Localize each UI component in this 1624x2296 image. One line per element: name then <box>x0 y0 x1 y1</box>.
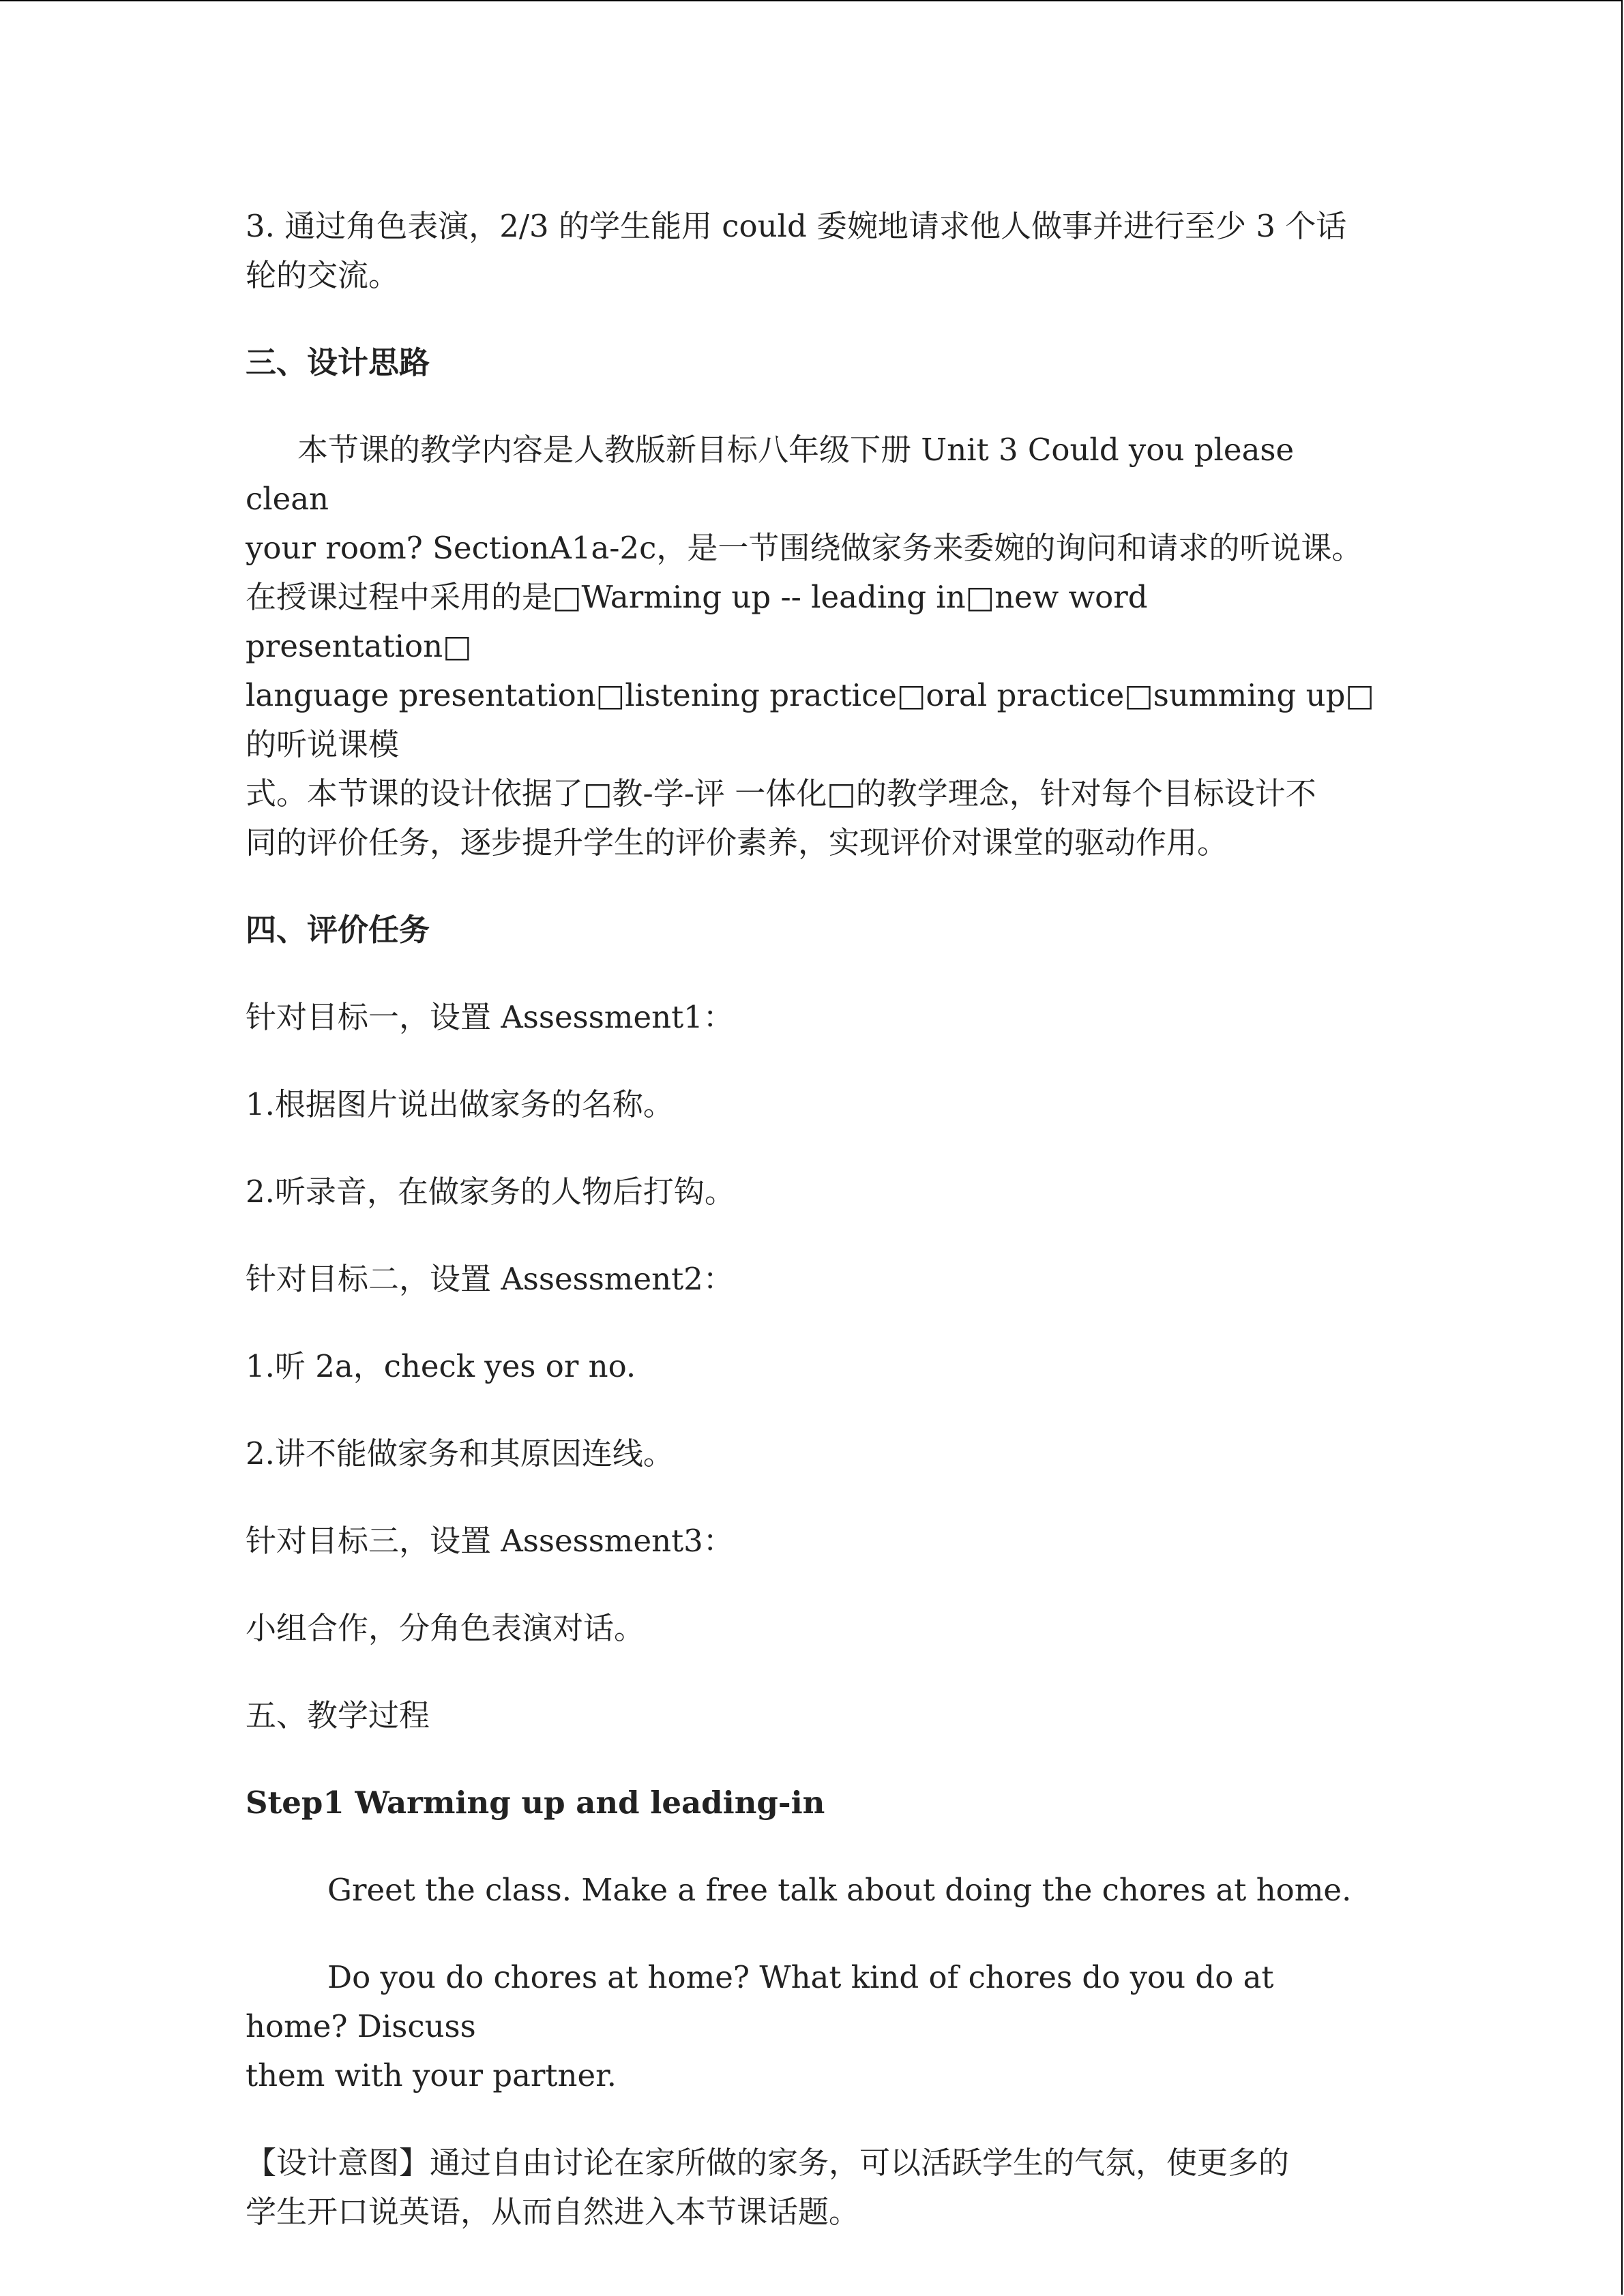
section-3-line-6: 同的评价任务，逐步提升学生的评价素养，实现评价对课堂的驱动作用。 <box>246 824 1228 861</box>
section-3-paragraph <box>246 426 1378 867</box>
step-1-paragraph-2-line-1: Do you do chores at home? What kind of chores do you do at home? Discuss <box>246 1959 1274 2044</box>
objective-3 <box>246 202 1378 300</box>
section-3-line-2: your room? SectionA1a-2c，是一节围绕做家务来委婉的询问和请求的听说课。 <box>246 530 1363 566</box>
design-intent-line-2: 学生开口说英语，从而自然进入本节课话题。 <box>246 2194 860 2230</box>
goal-3-item-1: 小组合作，分角色表演对话。 <box>246 1610 645 1646</box>
step-1-paragraph-2-line-2: them with your partner. <box>246 2057 617 2093</box>
goal-2-item-2: 2.讲不能做家务和其原因连线。 <box>246 1435 674 1472</box>
section-3-line-5: 式。本节课的设计依据了□教-学-评 一体化□的教学理念，针对每个目标设计不 <box>246 775 1316 811</box>
step-1-paragraph-1: Greet the class. Make a free talk about doing the chores at home. <box>327 1872 1352 1908</box>
goal-1-item-2: 2.听录音，在做家务的人物后打钩。 <box>246 1174 735 1210</box>
objective-3-line-1: 3. 通过角色表演，2/3 的学生能用 could 委婉地请求他人做事并进行至少 3 个话 <box>246 208 1347 244</box>
goal-2-item-1: 1.听 2a，check yes or no. <box>246 1348 636 1384</box>
step-1-paragraph-2 <box>246 1953 1378 2100</box>
goal-2-label: 针对目标二，设置 Assessment2： <box>246 1261 734 1297</box>
section-5-heading: 五、教学过程 <box>246 1697 430 1733</box>
section-3-line-1: 本节课的教学内容是人教版新目标八年级下册 Unit 3 Could you please clean <box>246 432 1295 517</box>
objective-3-line-2: 轮的交流。 <box>246 257 400 293</box>
step-1-title: Step1 Warming up and leading-in <box>246 1785 825 1821</box>
goal-1-item-1: 1.根据图片说出做家务的名称。 <box>246 1086 674 1122</box>
section-3-line-4: language presentation□listening practice□oral practice□summing up□的听说课模 <box>246 677 1374 762</box>
section-4-heading: 四、评价任务 <box>246 912 430 948</box>
section-3-line-3: 在授课过程中采用的是□Warming up -- leading in□new word presentation□ <box>246 579 1148 664</box>
goal-1-label: 针对目标一，设置 Assessment1： <box>246 999 734 1035</box>
document-body <box>246 202 1378 2237</box>
design-intent-line-1: 【设计意图】通过自由讨论在家所做的家务，可以活跃学生的气氛，使更多的 <box>246 2145 1290 2181</box>
goal-3-label: 针对目标三，设置 Assessment3： <box>246 1523 734 1559</box>
section-3-heading: 三、设计思路 <box>246 344 430 381</box>
design-intent <box>246 2138 1378 2237</box>
